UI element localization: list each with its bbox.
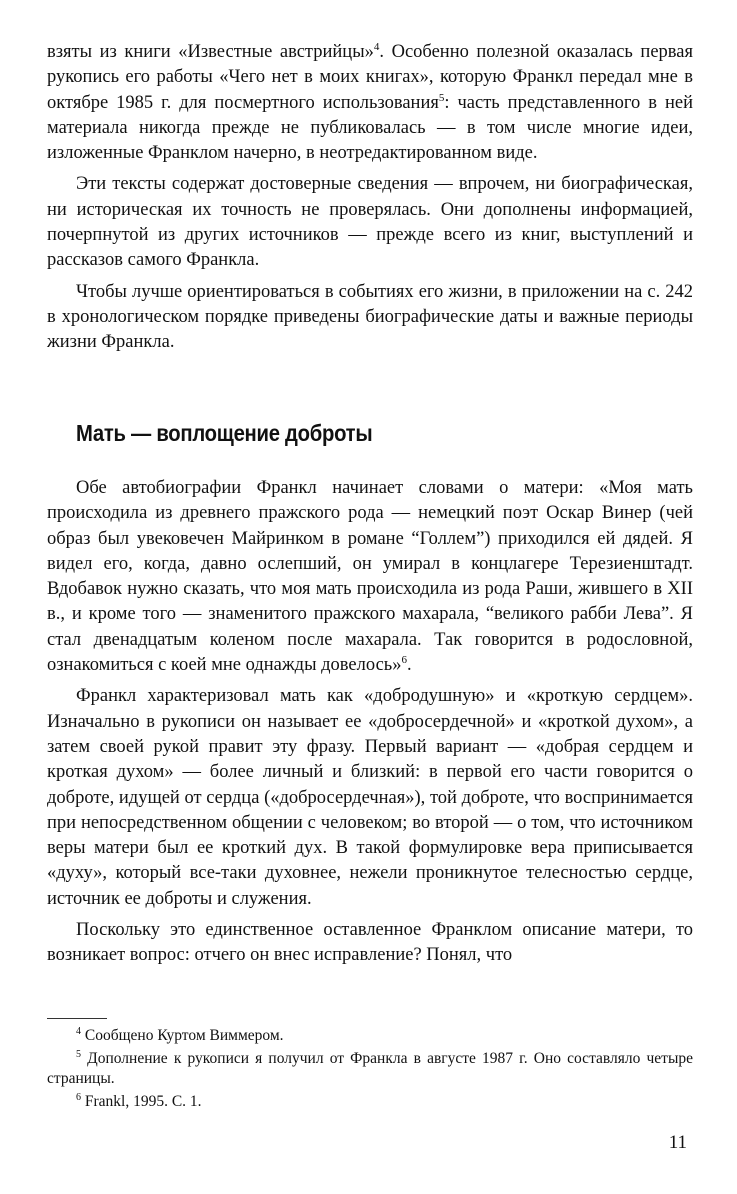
footnote: $^6$ Frankl, 1995. С. 1. [76, 1091, 202, 1110]
footnote-ref[interactable]: 6 [401, 653, 407, 666]
text-block-intro [47, 40, 693, 362]
paragraph: Поскольку это единственное оставленное Франклом описание матери, то возникает вопрос: отчего он внес исправление? Понял, что [47, 920, 693, 966]
paragraph: взяты из книги «Известные австрийцы»$^4$. Особенно полезной оказалась первая рукопись его работы «Чего нет в моих книгах», которую Франкл передал мне в октябре 1985 г. для посмертного использования$^5$: часть представленного в ней материала никогда прежде не публиковалась — в том числе многие идеи, изложенные Франклом начерно, в неотредактированном виде. [47, 40, 693, 164]
section-heading: Мать — воплощение доброты [76, 420, 373, 446]
footnotes [47, 1026, 693, 1114]
footnote-ref[interactable]: 4 [373, 40, 380, 53]
footnote: $^5$ Дополнение к рукописи я получил от Франкла в августе 1987 г. Оно составляло четыре страницы. [47, 1048, 693, 1087]
page-number: 11 [668, 1132, 687, 1153]
footnote-number: 4 [76, 1025, 81, 1037]
footnote-ref[interactable]: 5 [438, 91, 445, 104]
paragraph: Чтобы лучше ориентироваться в событиях его жизни, в приложении на с. 242 в хронологическом порядке приведены биографические даты и важные периоды жизни Франкла. [47, 281, 693, 353]
text-block-mother [47, 476, 693, 975]
footnote-number: 5 [76, 1048, 81, 1060]
footnote-number: 6 [76, 1091, 81, 1103]
footnote: $^4$ Сообщено Куртом Виммером. [76, 1025, 284, 1044]
paragraph: Обе автобиографии Франкл начинает словами о матери: «Моя мать происходила из древнего пражского рода — немецкий поэт Оскар Винер (чей образ был увековечен Майринком в романе “Голлем”) приходился ей дядей. Я видел его, когда, давно ослепший, он умирал в концлагере Терезиенштадт. Вдобавок нужно сказать, что моя мать происходила из рода Раши, жившего в XII в., и кроме того — знаменитого пражского махарала, “великого рабби Лева”. Я стал двенадцатым коленом после махарала. Так говорится в родословной, ознакомиться с коей мне однажды довелось»$^6$. [47, 478, 693, 676]
paragraph: Эти тексты содержат достоверные сведения — впрочем, ни биографическая, ни историческая их точность не проверялась. Они дополнены информацией, почерпнутой из других источников — прежде всего из книг, выступлений и рассказов самого Франкла. [47, 174, 693, 271]
footnote-divider [47, 1018, 107, 1019]
paragraph: Франкл характеризовал мать как «добродушную» и «кроткую сердцем». Изначально в рукописи он называет ее «добросердечной» и «кроткой духом», а затем своей рукой правит эту фразу. Первый вариант — «добрая сердцем и кроткая духом» — более личный и близкий: в первой его части говорится о доброте, идущей от сердца («добросердечная»), той доброте, что воспринимается при непосредственном общении с человеком; во второй — о том, что источником веры матери был ее кроткий дух. В такой формулировке вера приписывается «духу», который все-таки духовнее, нежели проникнутое телесностью сердце, источник ее доброты и служения. [47, 686, 693, 909]
